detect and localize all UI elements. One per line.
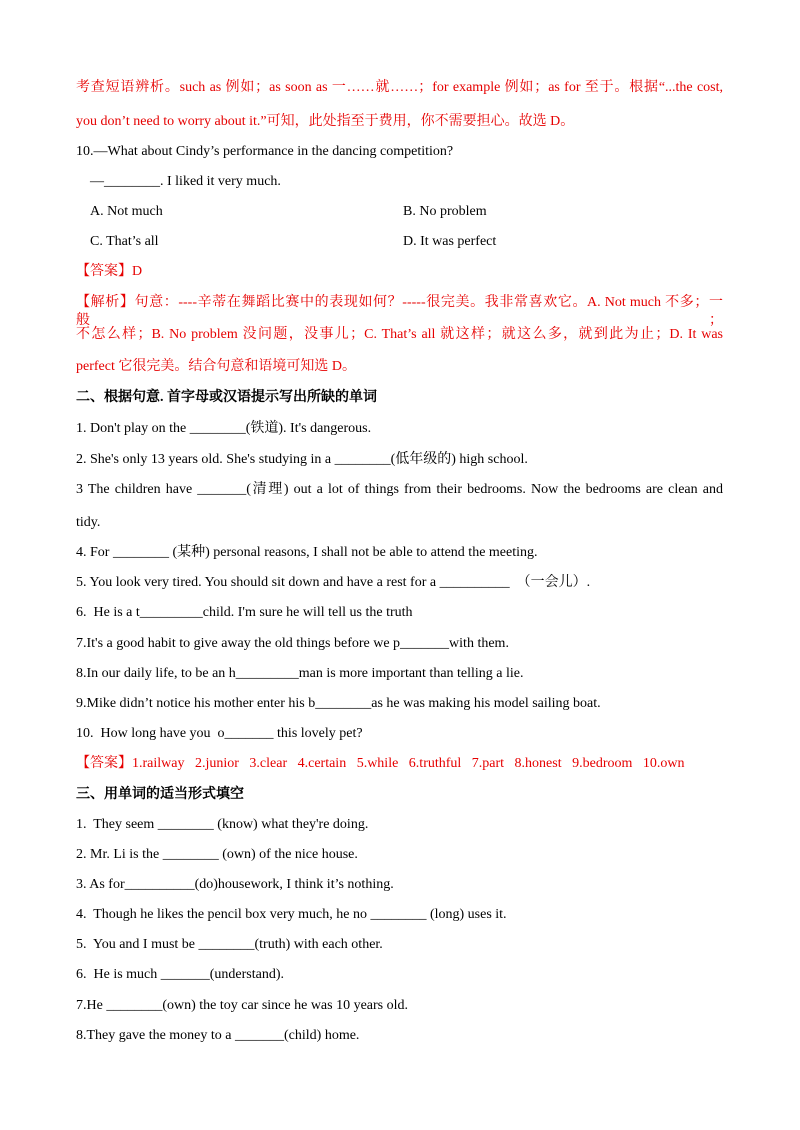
q9-analysis-line-1: 考查短语辨析。such as 例如；as soon as 一……就……；for example 例如；as for 至于。根据“...the cost, [76,80,723,95]
section2-item-8: 8.In our daily life, to be an h_________man is more important than telling a lie. [76,666,524,681]
section3-item-8: 8.They gave the money to a _______(child) home. [76,1028,360,1043]
q10-analysis-line-1: 【解析】句意：----辛蒂在舞蹈比赛中的表现如何？-----很完美。我非常喜欢它。A. Not much 不多；一般； [76,295,723,328]
section2-item-1: 1. Don't play on the ________(铁道). It's dangerous. [76,421,372,436]
section2-item-6: 6. He is a t_________child. I'm sure he will tell us the truth [76,605,413,620]
section2-item-7: 7.It's a good habit to give away the old things before we p_______with them. [76,636,509,651]
section2-item-10: 10. How long have you o_______ this lovely pet? [76,726,363,741]
section2-item-2: 2. She's only 13 years old. She's studying in a ________(低年级的) high school. [76,452,528,467]
section2-item-3-cont: tidy. [76,515,101,530]
section3-heading: 三、用单词的适当形式填空 [76,787,244,802]
q10-option-a: A. Not much [90,204,163,219]
q9-analysis-line-2: you don’t need to worry about it.”可知，此处指至于费用，你不需要担心。故选 D。 [76,114,575,129]
section3-item-5: 5. You and I must be ________(truth) with each other. [76,937,383,952]
q10-option-c: C. That’s all [90,234,159,249]
section3-item-7: 7.He ________(own) the toy car since he was 10 years old. [76,998,409,1013]
section3-item-4: 4. Though he likes the pencil box very much, he no ________ (long) uses it. [76,907,507,922]
section3-item-1: 1. They seem ________ (know) what they're doing. [76,817,369,832]
q10-question: 10.—What about Cindy’s performance in the dancing competition? [76,144,454,159]
section3-item-2: 2. Mr. Li is the ________ (own) of the nice house. [76,847,358,862]
section3-item-3: 3. As for__________(do)housework, I think it’s nothing. [76,877,394,892]
section2-item-4: 4. For ________ (某种) personal reasons, I shall not be able to attend the meeting. [76,545,538,560]
q10-analysis-line-2: 不怎么样；B. No problem 没问题，没事儿；C. That’s all 就这样；就这么多，就到此为止；D. It was [76,327,723,342]
q10-reply: —________. I liked it very much. [90,174,281,189]
q10-answer: 【答案】D [76,264,143,279]
section2-answer: 【答案】1.railway 2.junior 3.clear 4.certain 5.while 6.truthful 7.part 8.honest 9.bedroom 10.own [76,756,685,771]
q10-option-d: D. It was perfect [403,234,497,249]
section2-item-5: 5. You look very tired. You should sit down and have a rest for a __________ （一会儿）. [76,575,591,590]
section2-item-3: 3 The children have _______(清理) out a lot of things from their bedrooms. Now the bedrooms are clean and [76,482,723,497]
q10-analysis-line-3: perfect 它很完美。结合句意和语境可知选 D。 [76,359,356,374]
section2-heading: 二、根据句意. 首字母或汉语提示写出所缺的单词 [76,390,377,405]
section3-item-6: 6. He is much _______(understand). [76,967,285,982]
q10-option-b: B. No problem [403,204,487,219]
section2-item-9: 9.Mike didn’t notice his mother enter his b________as he was making his model sailing boat. [76,696,601,711]
